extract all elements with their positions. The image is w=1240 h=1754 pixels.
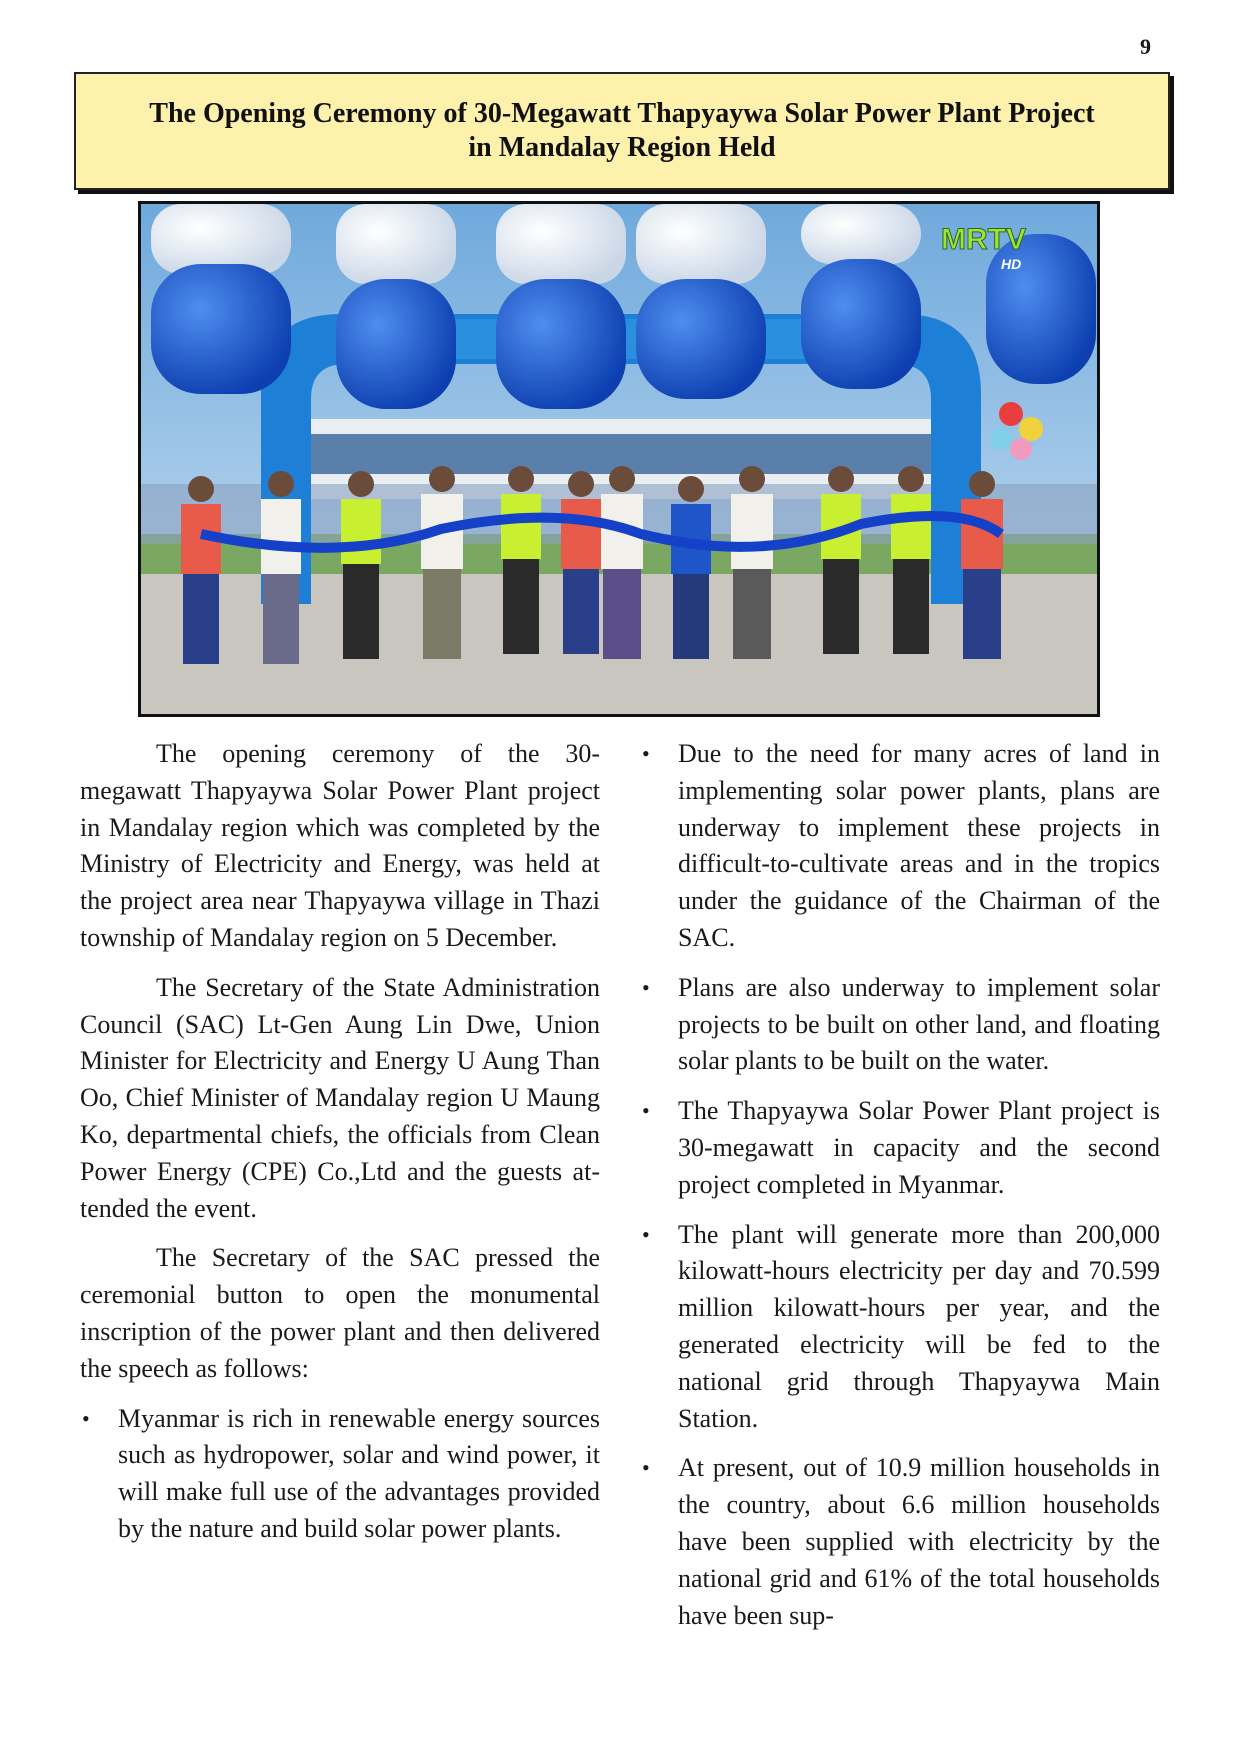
list-item [640, 1093, 1160, 1203]
bullet-icon: • [642, 741, 650, 766]
bullet-icon: • [82, 1405, 90, 1431]
list-item [640, 1217, 1160, 1438]
paragraph: The opening ceremony of the 30-megawatt Thapyaywa Solar Power Plant project in Mandalay region which was completed by the Ministry of Electricity and Energy, was held at the project area near Thapyaywa village in Thazi township of Mandalay region on 5 December. [80, 739, 600, 952]
bullet-icon: • [642, 1455, 650, 1481]
bullet-icon: • [642, 974, 650, 1000]
ceremony-photo [138, 201, 1100, 717]
bullet-list [640, 736, 1160, 1634]
page-number: 9 [1140, 34, 1151, 59]
paragraph: The Secretary of the State Administration Council (SAC) Lt-Gen Aung Lin Dwe, Union Minister for Electricity and Energy U Aung Than Oo, Chief Minister of Mandalay region U Maung Ko, departmental chiefs, the officials from Clean Power Energy (CPE) Co.,Ltd and the guests attended the event. [80, 972, 600, 1223]
page-title [92, 97, 1152, 165]
list-item-text: Plans are also underway to implement solar projects to be built on other land, and floating solar plants to be built on the water. [678, 972, 1160, 1076]
list-item-text: Myanmar is rich in renewable energy sources such as hydropower, solar and wind power, it will make full use of the advantages provided by the nature and build solar power plants. [118, 1403, 600, 1543]
tv-watermark-sub: HD [1001, 256, 1022, 272]
list-item-text: The Thapyaywa Solar Power Plant project is 30-megawatt in capacity and the second project completed in Myanmar. [678, 1096, 1160, 1199]
list-item [640, 736, 1160, 957]
right-column [640, 736, 1160, 1647]
list-item [640, 1450, 1160, 1634]
list-item-text: At present, out of 10.9 million households in the country, about 6.6 million households have been supplied with electricity by the national grid and 61% of the total households have been sup- [678, 1453, 1160, 1630]
paragraph: The Secretary of the SAC pressed the ceremonial button to open the monumental inscription of the power plant and then delivered the speech as follows: [80, 1243, 600, 1383]
title-box [74, 72, 1170, 190]
bullet-icon: • [642, 1221, 650, 1247]
left-column [80, 736, 600, 1561]
list-item [80, 1401, 600, 1548]
list-item-text: Due to the need for many acres of land in implementing solar power plants, plans are underway to implement these projects in difficult-to-cultivate areas and in the tropics under the guidance of the Chairman of the SAC. [678, 739, 1160, 952]
list-item [640, 970, 1160, 1080]
title-line-2: in Mandalay Region Held [468, 132, 776, 163]
title-line-1: The Opening Ceremony of 30-Megawatt Thapyaywa Solar Power Plant Project [149, 98, 1095, 129]
bullet-icon: • [642, 1098, 650, 1124]
list-item-text: The plant will generate more than 200,000 kilowatt-hours electricity per day and 70.599 million kilowatt-hours per year, and the generated electricity will be fed to the national grid through Thapyaywa Main Station. [678, 1219, 1160, 1433]
tv-watermark: MRTV [941, 223, 1026, 256]
ceremony-photo-illustration [141, 204, 1097, 714]
bullet-list [80, 1401, 600, 1548]
